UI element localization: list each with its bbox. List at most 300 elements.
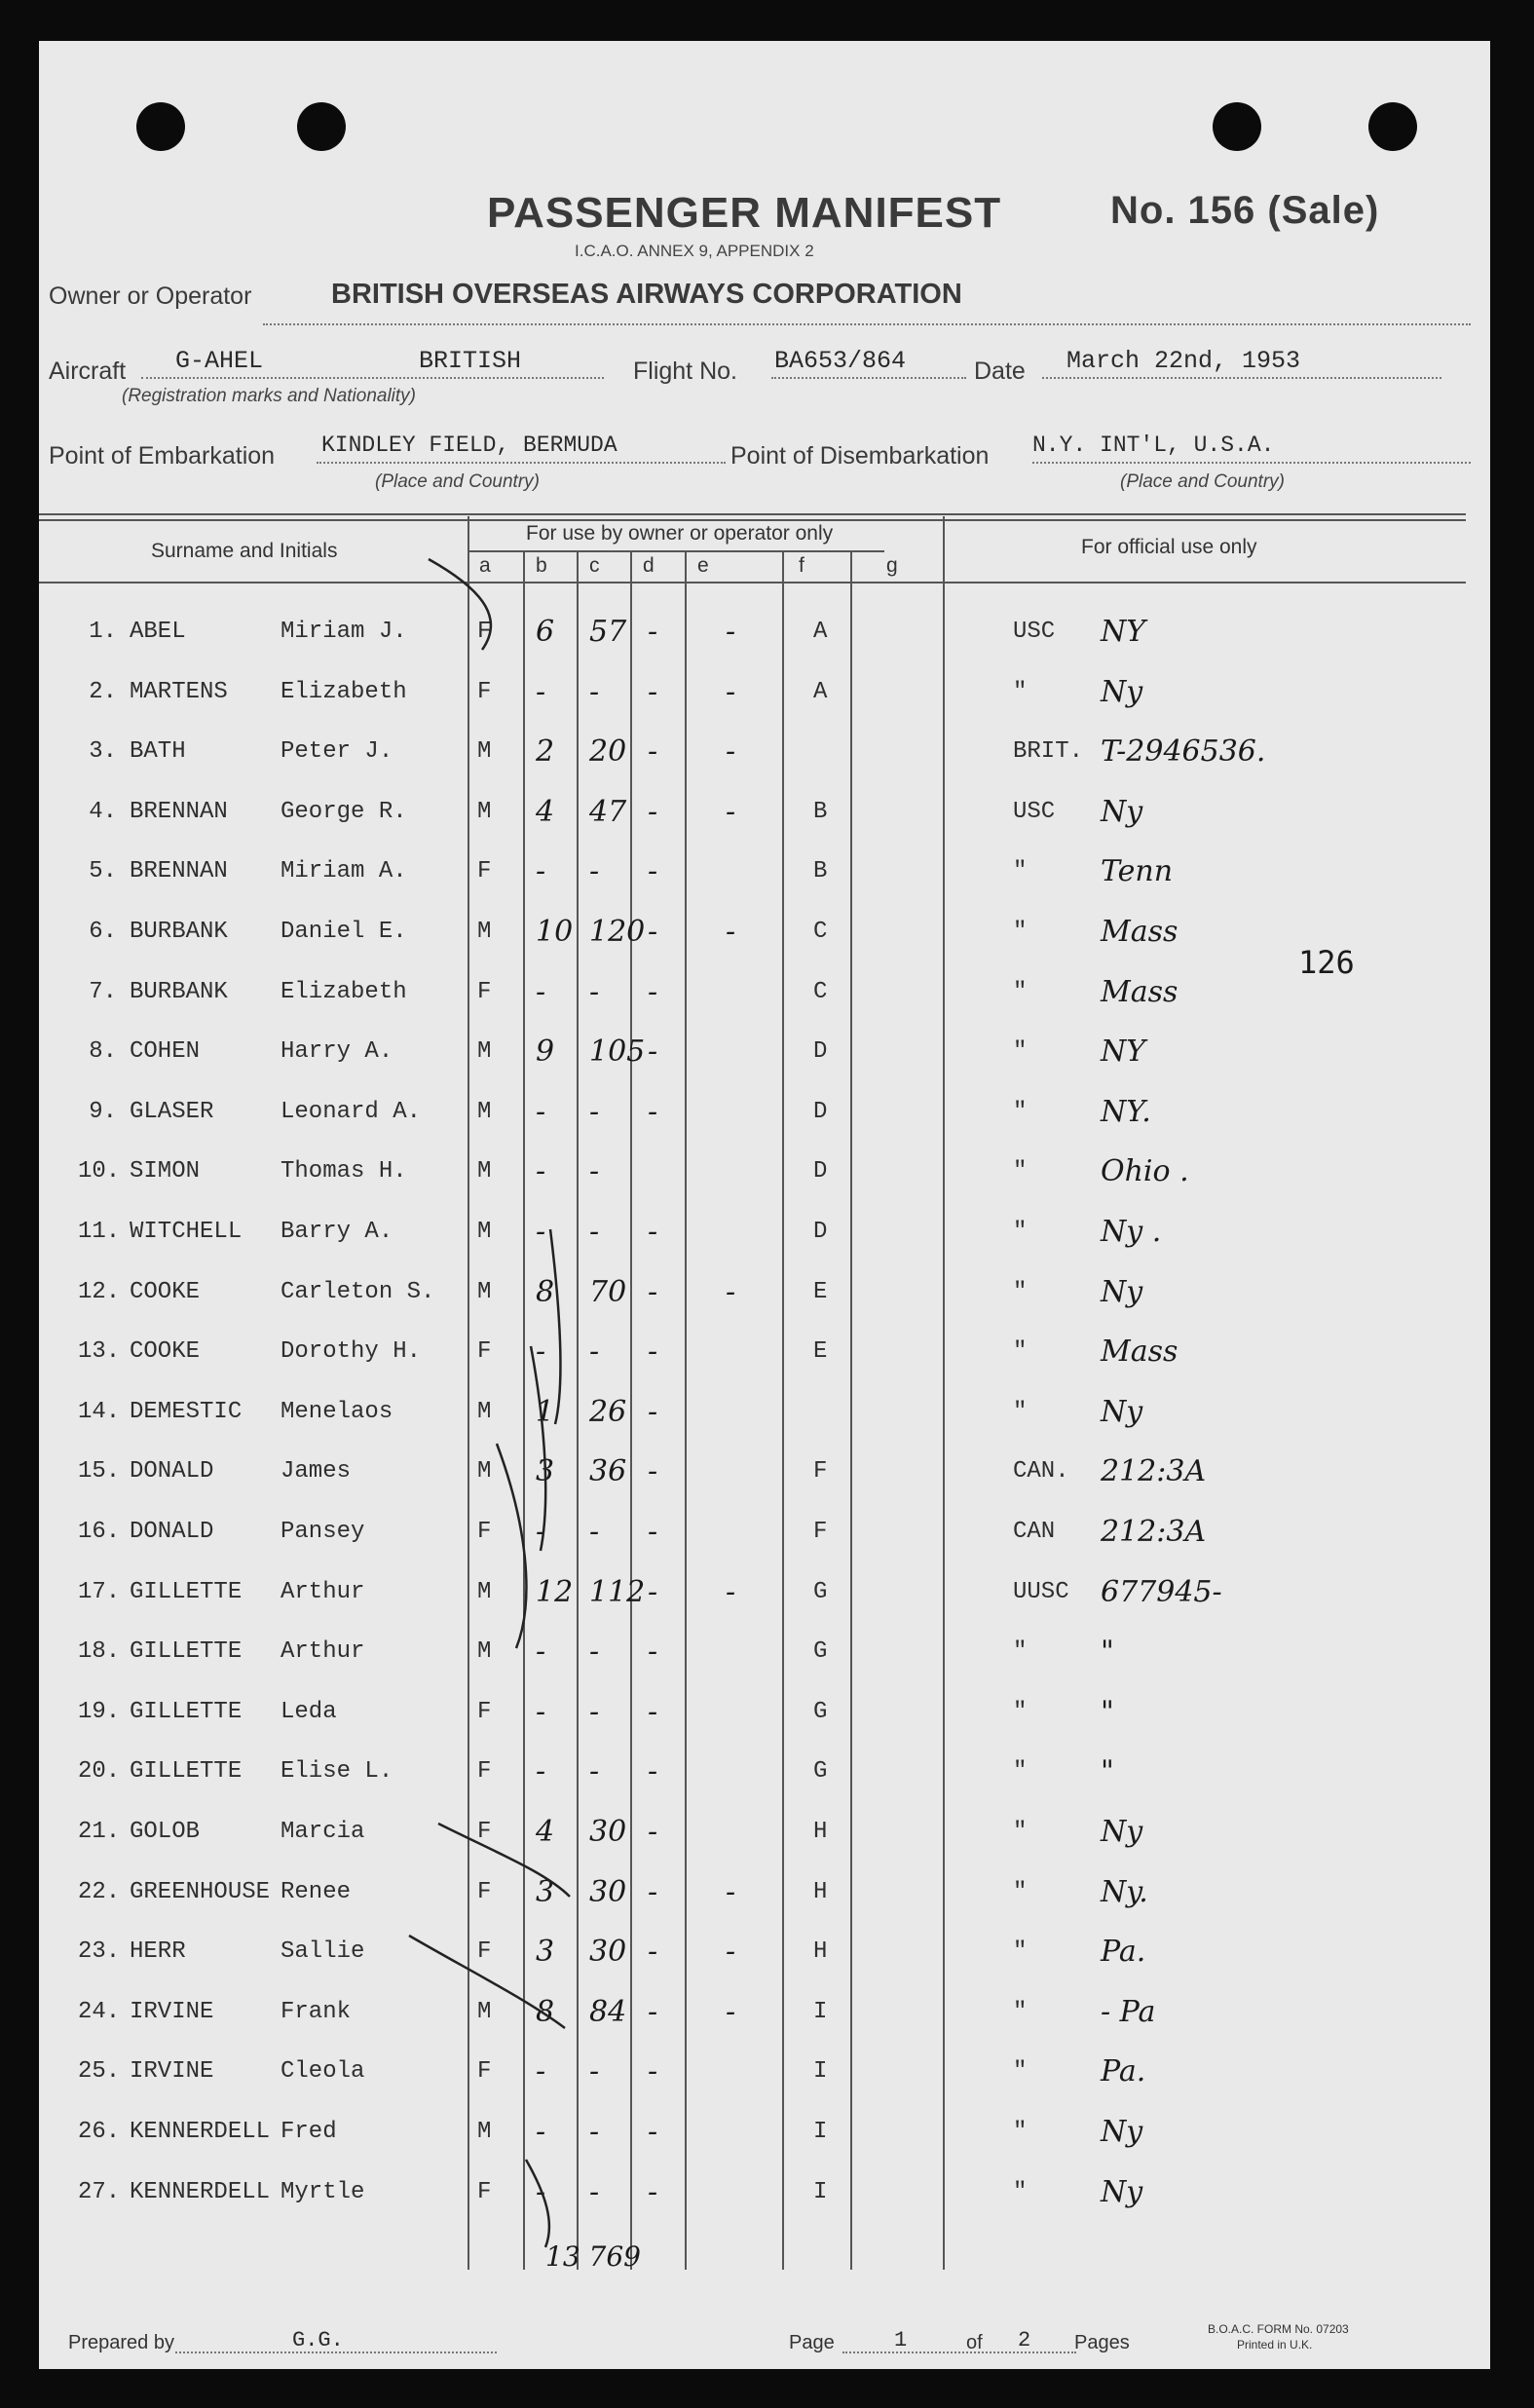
col-b: 3 [536,1935,555,1969]
column-header-e: e [697,554,709,577]
col-c: - [589,854,600,888]
col-a: M [477,1099,492,1125]
surname: KENNERDELL [130,2179,271,2205]
col-c: - [589,1515,600,1549]
given-name: Miriam J. [281,619,407,645]
official-note: NY [1101,615,1146,649]
col-d: - [648,1935,658,1969]
prepared-by-label: Prepared by [68,2332,174,2353]
col-f: A [813,679,828,705]
col-b: 9 [536,1035,555,1069]
row-number: 10. [78,1158,121,1185]
given-name: Thomas H. [281,1158,407,1185]
col-c: 105 [589,1035,646,1069]
col-f: E [813,1338,828,1365]
col-b: 4 [536,795,555,829]
col-a: M [477,1638,492,1665]
given-name: Dorothy H. [281,1338,422,1365]
row-number: 15. [78,1458,121,1485]
official-code: " [1013,1699,1028,1725]
col-b: 2 [536,734,555,769]
col-a: F [477,979,492,1005]
col-e: - [726,675,736,709]
official-note: " [1101,1695,1114,1729]
col-c: 30 [589,1875,627,1909]
official-code: CAN. [1013,1458,1069,1485]
col-d: - [648,1515,658,1549]
col-e: - [726,795,736,829]
surname: BRENNAN [130,799,228,825]
official-note: Ny . [1101,1215,1162,1249]
col-c: - [589,1635,600,1669]
col-d: - [648,1215,658,1249]
column-header-d: d [643,554,655,577]
official-note: 212:3A [1101,1515,1207,1549]
column-header-c: c [589,554,600,577]
given-name: Myrtle [281,2179,365,2205]
col-a: M [477,919,492,945]
col-d: - [648,795,658,829]
official-code: BRIT. [1013,738,1084,765]
col-f: C [813,919,828,945]
surname: BURBANK [130,919,228,945]
col-d: - [648,1335,658,1369]
total-value: 13 769 [545,2240,641,2273]
col-f: F [813,1519,828,1545]
col-c: 36 [589,1454,627,1488]
form-printed: Printed in U.K. [1237,2338,1313,2352]
date-label: Date [974,357,1026,385]
col-b: - [536,2054,546,2088]
check-marks-overlay [39,41,1490,2369]
col-f: E [813,1279,828,1305]
col-d: - [648,1454,658,1488]
official-code: " [1013,979,1028,1005]
owner-label: Owner or Operator [49,282,252,310]
owner-use-header: For use by owner or operator only [526,522,834,545]
given-name: James [281,1458,352,1485]
row-number: 7. [89,979,117,1005]
col-c: - [589,675,600,709]
official-code: " [1013,2058,1028,2085]
given-name: George R. [281,799,407,825]
col-b: - [536,975,546,1009]
given-name: Sallie [281,1938,365,1965]
col-c: 57 [589,615,627,649]
given-name: Leonard A. [281,1099,422,1125]
col-a: M [477,1279,492,1305]
row-number: 16. [78,1519,121,1545]
col-f: G [813,1758,828,1785]
col-f: D [813,1219,828,1245]
embarkation-note: (Place and Country) [375,471,540,492]
given-name: Arthur [281,1638,365,1665]
given-name: Arthur [281,1579,365,1605]
col-a: F [477,1879,492,1905]
surname: DONALD [130,1519,214,1545]
col-c: 84 [589,1995,627,2029]
official-note: " [1101,1754,1114,1788]
given-name: Elizabeth [281,679,407,705]
col-b: - [536,854,546,888]
row-number: 25. [78,2058,121,2085]
form-number: B.O.A.C. FORM No. 07203 [1208,2322,1349,2336]
page-label: Page [789,2332,835,2353]
col-f: C [813,979,828,1005]
flight-number: BA653/864 [774,347,907,375]
col-d: - [648,1995,658,2029]
disembarkation-note: (Place and Country) [1120,471,1285,492]
col-c: - [589,1335,600,1369]
given-name: Elizabeth [281,979,407,1005]
surname: GILLETTE [130,1638,243,1665]
row-number: 20. [78,1758,121,1785]
col-f: H [813,1938,828,1965]
column-header-f: f [799,554,804,577]
col-a: M [477,1579,492,1605]
col-b: 12 [536,1575,574,1609]
owner-value: BRITISH OVERSEAS AIRWAYS CORPORATION [331,279,962,310]
surname: BRENNAN [130,858,228,884]
row-number: 21. [78,1819,121,1845]
official-code: " [1013,1638,1028,1665]
given-name: Fred [281,2119,337,2145]
col-a: F [477,1758,492,1785]
surname: DONALD [130,1458,214,1485]
col-d: - [648,1575,658,1609]
official-note: NY [1101,1035,1146,1069]
official-code: " [1013,1338,1028,1365]
official-note: T-2946536. [1101,734,1266,769]
official-code: CAN [1013,1519,1056,1545]
col-c: 120 [589,915,646,949]
col-a: M [477,1458,492,1485]
col-d: - [648,915,658,949]
col-a: M [477,1999,492,2025]
official-code: " [1013,919,1028,945]
surname-header: Surname and Initials [151,540,338,562]
col-a: M [477,2119,492,2145]
col-e: - [726,915,736,949]
given-name: Barry A. [281,1219,393,1245]
col-c: 30 [589,1935,627,1969]
official-note: Ny [1101,2175,1143,2209]
surname: GREENHOUSE [130,1879,271,1905]
col-d: - [648,1095,658,1129]
col-c: - [589,975,600,1009]
official-note: Mass [1101,915,1179,949]
col-a: M [477,1038,492,1065]
col-f: B [813,858,828,884]
surname: COHEN [130,1038,201,1065]
col-e: - [726,1275,736,1309]
col-f: G [813,1579,828,1605]
official-use-header: For official use only [1081,536,1257,558]
row-number: 5. [89,858,117,884]
official-note: Ny [1101,795,1143,829]
manifest-number: No. 156 (Sale) [1110,189,1380,232]
col-f: I [813,1999,828,2025]
given-name: Frank [281,1999,352,2025]
col-b: - [536,1095,546,1129]
col-f: H [813,1819,828,1845]
col-d: - [648,2175,658,2209]
surname: MARTENS [130,679,228,705]
surname: HERR [130,1938,186,1965]
official-note: Mass [1101,975,1179,1009]
given-name: Marcia [281,1819,365,1845]
col-d: - [648,1695,658,1729]
col-f: D [813,1158,828,1185]
row-number: 17. [78,1579,121,1605]
col-b: - [536,675,546,709]
surname: ABEL [130,619,186,645]
col-f: B [813,799,828,825]
official-note: - Pa [1101,1995,1156,2029]
col-b: 3 [536,1875,555,1909]
col-a: M [477,799,492,825]
col-a: F [477,2179,492,2205]
official-code: " [1013,1999,1028,2025]
official-code: " [1013,1879,1028,1905]
col-d: - [648,734,658,769]
row-number: 4. [89,799,117,825]
official-code: USC [1013,619,1056,645]
col-c: - [589,1154,600,1188]
row-number: 22. [78,1879,121,1905]
col-a: F [477,1519,492,1545]
official-code: UUSC [1013,1579,1069,1605]
col-d: - [648,854,658,888]
margin-note: 126 [1298,944,1355,981]
official-note: Mass [1101,1335,1179,1369]
col-b: - [536,1754,546,1788]
given-name: Menelaos [281,1399,393,1425]
row-number: 24. [78,1999,121,2025]
official-code: " [1013,2179,1028,2205]
row-number: 14. [78,1399,121,1425]
manifest-sheet [39,41,1490,2369]
official-code: " [1013,1399,1028,1425]
col-b: - [536,1635,546,1669]
surname: WITCHELL [130,1219,243,1245]
row-number: 6. [89,919,117,945]
given-name: Peter J. [281,738,393,765]
col-b: - [536,1515,546,1549]
prepared-by-value: G.G. [292,2328,344,2352]
official-code: " [1013,858,1028,884]
page-value: 1 [894,2328,908,2352]
row-number: 27. [78,2179,121,2205]
aircraft-registration: G-AHEL [175,347,264,375]
official-note: NY. [1101,1095,1151,1129]
row-number: 12. [78,1279,121,1305]
official-code: USC [1013,799,1056,825]
col-c: - [589,2115,600,2149]
of-label: of [966,2332,983,2353]
col-f: I [813,2058,828,2085]
official-note: 677945- [1101,1575,1222,1609]
column-header-a: a [479,554,491,577]
col-c: 20 [589,734,627,769]
col-c: 47 [589,795,627,829]
surname: COOKE [130,1279,201,1305]
official-code: " [1013,2119,1028,2145]
col-a: M [477,1219,492,1245]
col-d: - [648,1754,658,1788]
col-f: D [813,1038,828,1065]
official-code: " [1013,1938,1028,1965]
surname: BATH [130,738,186,765]
col-c: - [589,1754,600,1788]
col-d: - [648,975,658,1009]
col-b: 4 [536,1815,555,1849]
date-value: March 22nd, 1953 [1066,347,1301,375]
row-number: 11. [78,1219,121,1245]
col-d: - [648,1875,658,1909]
col-c: 70 [589,1275,627,1309]
col-c: 112 [589,1575,646,1609]
official-note: " [1101,1635,1114,1669]
given-name: Miriam A. [281,858,407,884]
col-a: F [477,858,492,884]
official-code: " [1013,679,1028,705]
col-c: 30 [589,1815,627,1849]
col-f: G [813,1638,828,1665]
col-f: I [813,2179,828,2205]
col-c: - [589,1695,600,1729]
column-header-g: g [886,554,898,577]
col-e: - [726,615,736,649]
col-f: G [813,1699,828,1725]
col-c: - [589,2054,600,2088]
official-note: Ny [1101,2115,1143,2149]
col-a: F [477,1338,492,1365]
col-e: - [726,1875,736,1909]
embarkation-value: KINDLEY FIELD, BERMUDA [321,433,617,458]
surname: KENNERDELL [130,2119,271,2145]
col-c: - [589,1095,600,1129]
col-d: - [648,1815,658,1849]
document-subtitle: I.C.A.O. ANNEX 9, APPENDIX 2 [575,242,814,260]
col-f: D [813,1099,828,1125]
col-b: - [536,1215,546,1249]
official-note: Ny [1101,1815,1143,1849]
col-d: - [648,675,658,709]
col-b: 6 [536,615,555,649]
given-name: Cleola [281,2058,365,2085]
given-name: Leda [281,1699,337,1725]
col-a: F [477,2058,492,2085]
col-c: - [589,1215,600,1249]
row-number: 18. [78,1638,121,1665]
official-note: Pa. [1101,1935,1146,1969]
col-a: F [477,679,492,705]
aircraft-note: (Registration marks and Nationality) [122,386,417,406]
surname: GILLETTE [130,1699,243,1725]
aircraft-nationality: BRITISH [419,347,522,375]
row-number: 26. [78,2119,121,2145]
col-f: I [813,2119,828,2145]
surname: DEMESTIC [130,1399,243,1425]
official-code: " [1013,1219,1028,1245]
surname: GOLOB [130,1819,201,1845]
official-note: Ny [1101,675,1143,709]
official-code: " [1013,1158,1028,1185]
given-name: Elise L. [281,1758,393,1785]
col-d: - [648,1395,658,1429]
given-name: Pansey [281,1519,365,1545]
col-b: - [536,1154,546,1188]
col-a: F [477,619,492,645]
surname: IRVINE [130,2058,214,2085]
row-number: 1. [89,619,117,645]
col-d: - [648,1275,658,1309]
of-value: 2 [1018,2328,1031,2352]
col-a: M [477,1158,492,1185]
col-a: F [477,1938,492,1965]
flight-label: Flight No. [633,357,737,385]
col-c: - [589,2175,600,2209]
row-number: 13. [78,1338,121,1365]
document-title: PASSENGER MANIFEST [487,189,1002,237]
col-d: - [648,1635,658,1669]
column-header-b: b [536,554,547,577]
row-number: 19. [78,1699,121,1725]
col-a: F [477,1699,492,1725]
given-name: Renee [281,1879,352,1905]
official-note: Pa. [1101,2054,1146,2088]
surname: BURBANK [130,979,228,1005]
official-code: " [1013,1819,1028,1845]
row-number: 2. [89,679,117,705]
embarkation-label: Point of Embarkation [49,442,276,470]
col-b: 3 [536,1454,555,1488]
col-b: - [536,1695,546,1729]
col-e: - [726,1575,736,1609]
col-b: - [536,1335,546,1369]
col-a: M [477,1399,492,1425]
col-b: - [536,2115,546,2149]
col-d: - [648,615,658,649]
col-c: 26 [589,1395,627,1429]
col-b: 1 [536,1395,555,1429]
col-d: - [648,1035,658,1069]
col-b: 8 [536,1275,555,1309]
disembarkation-value: N.Y. INT'L, U.S.A. [1032,433,1275,458]
official-code: " [1013,1038,1028,1065]
col-b: - [536,2175,546,2209]
official-note: Tenn [1101,854,1174,888]
surname: COOKE [130,1338,201,1365]
row-number: 23. [78,1938,121,1965]
official-code: " [1013,1758,1028,1785]
pages-label: Pages [1074,2332,1130,2353]
row-number: 8. [89,1038,117,1065]
surname: GLASER [130,1099,214,1125]
given-name: Daniel E. [281,919,407,945]
col-d: - [648,2115,658,2149]
surname: IRVINE [130,1999,214,2025]
col-b: 10 [536,915,574,949]
disembarkation-label: Point of Disembarkation [730,442,990,470]
col-d: - [648,2054,658,2088]
col-b: 8 [536,1995,555,2029]
surname: GILLETTE [130,1579,243,1605]
given-name: Carleton S. [281,1279,435,1305]
col-f: H [813,1879,828,1905]
given-name: Harry A. [281,1038,393,1065]
